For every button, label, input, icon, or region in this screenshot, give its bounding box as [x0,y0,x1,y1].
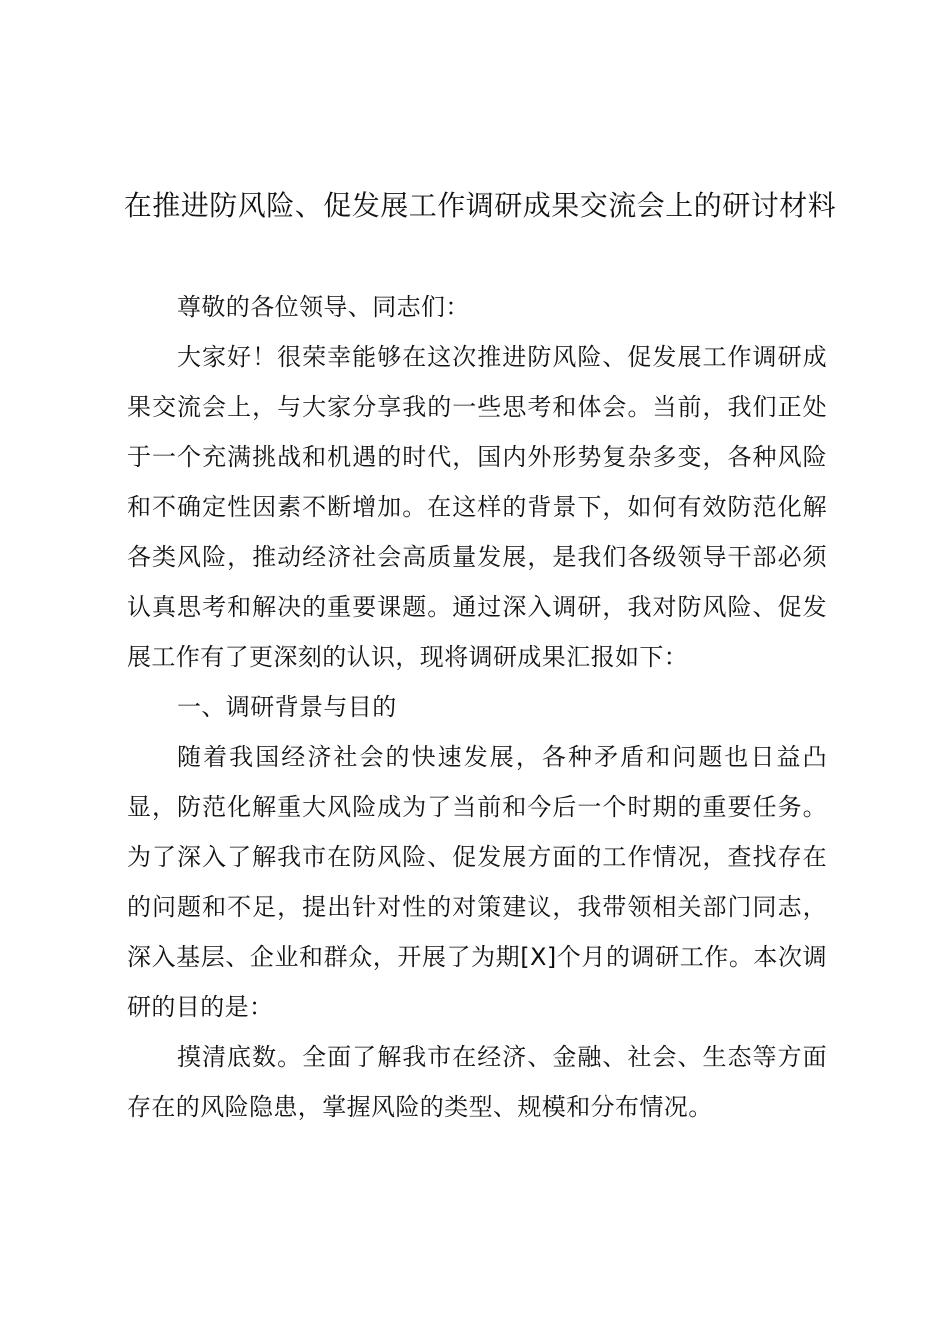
document-title: 在推进防风险、促发展工作调研成果交流会上的研讨材料 [123,189,837,222]
background-paragraph: 随着我国经济社会的快速发展，各种矛盾和问题也日益凸显，防范化解重大风险成为了当前和今后一个时期的重要任务。为了深入了解我市在防风险、促发展方面的工作情况，查找存在的问题和不足，提出针对性的对策建议，我带领相关部门同志，深入基层、企业和群众，开展了为期[X]个月的调研工作。本次调研的目的是： [127,743,827,1021]
document-body [127,282,827,1132]
opening-paragraph: 大家好！很荣幸能够在这次推进防风险、促发展工作调研成果交流会上，与大家分享我的一些思考和体会。当前，我们正处于一个充满挑战和机遇的时代，国内外形势复杂多变，各种风险和不确定性因素不断增加。在这样的背景下，如何有效防范化解各类风险，推动经济社会高质量发展，是我们各级领导干部必须认真思考和解决的重要课题。通过深入调研，我对防风险、促发展工作有了更深刻的认识，现将调研成果汇报如下： [127,343,827,671]
goal-paragraph: 摸清底数。全面了解我市在经济、金融、社会、生态等方面存在的风险隐患，掌握风险的类型、规模和分布情况。 [127,1043,827,1121]
salutation: 尊敬的各位领导、同志们： [177,293,470,321]
section-heading: 一、调研背景与目的 [177,693,397,721]
